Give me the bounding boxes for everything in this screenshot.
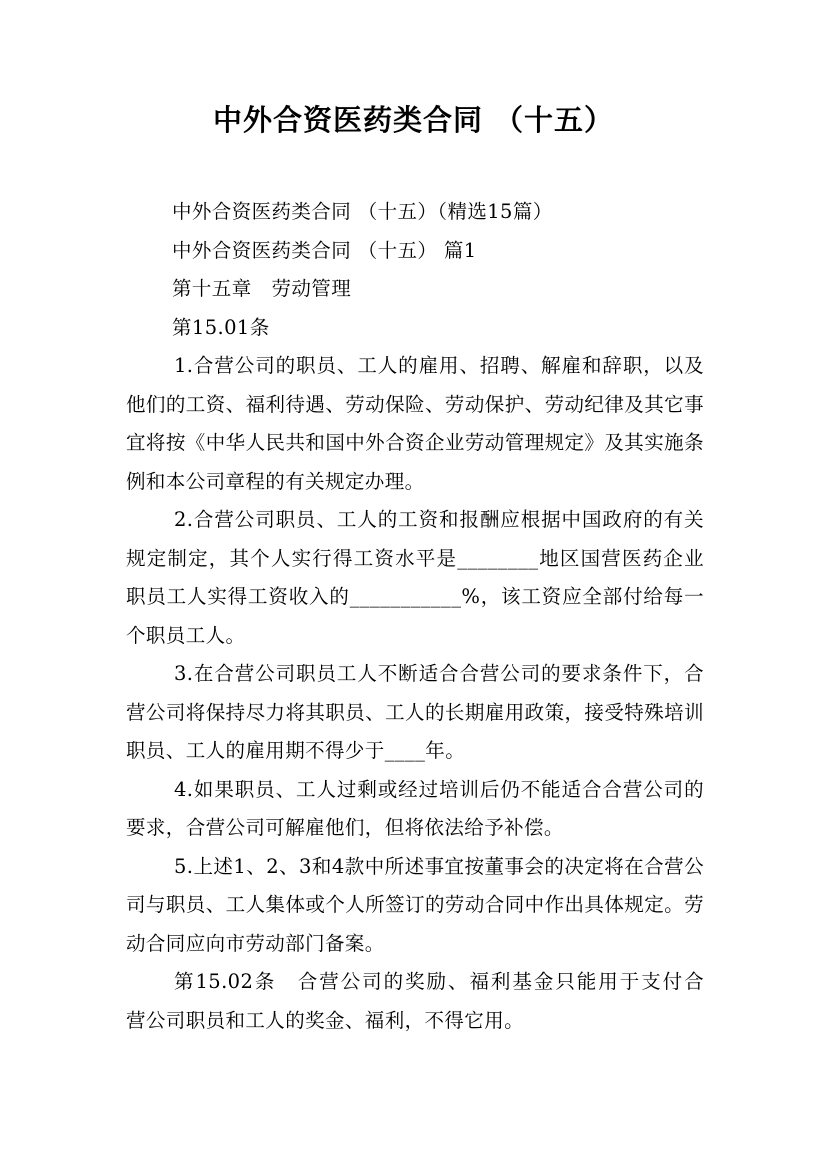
clause-paragraph: 1.合营公司的职员、工人的雇用、招聘、解雇和辞职，以及他们的工资、福利待遇、劳动保险、劳动保护、劳动纪律及其它事宜将按《中华人民共和国中外合资企业劳动管理规定》及其实施条例和本公司章程的有关规定办理。 (126, 354, 704, 493)
clause-paragraph: 2.合营公司职员、工人的工资和报酬应根据中国政府的有关规定制定，其个人实行得工资水平是________地区国营医药企业职员工人实得工资收入的___________%，该工资应全部付给每一个职员工人。 (126, 508, 704, 647)
chapter-heading: 第十五章 劳动管理 (172, 277, 352, 300)
section-heading: 中外合资医药类合同 （十五） 篇1 (172, 238, 477, 262)
article-heading: 第15.01条 (172, 315, 270, 339)
document-body (126, 193, 724, 1040)
clause-paragraph: 4.如果职员、工人过剩或经过培训后仍不能适合合营公司的要求，合营公司可解雇他们，但将依法给予补偿。 (126, 777, 704, 839)
clause-paragraph: 5.上述1、2、3和4款中所述事宜按董事会的决定将在合营公司与职员、工人集体或个人所签订的劳动合同中作出具体规定。劳动合同应向市劳动部门备案。 (126, 854, 704, 955)
clause-paragraph: 3.在合营公司职员工人不断适合合营公司的要求条件下，合营公司将保持尽力将其职员、工人的长期雇用政策，接受特殊培训职员、工人的雇用期不得少于____年。 (126, 662, 704, 762)
subtitle-line: 中外合资医药类合同 （十五）（精选15篇） (172, 200, 553, 223)
document-title: 中外合资医药类合同 （十五） (212, 103, 615, 137)
article-paragraph: 第15.02条 合营公司的奖励、福利基金只能用于支付合 营公司职员和工人的奖金、福利，不得它用。 (126, 970, 724, 1032)
